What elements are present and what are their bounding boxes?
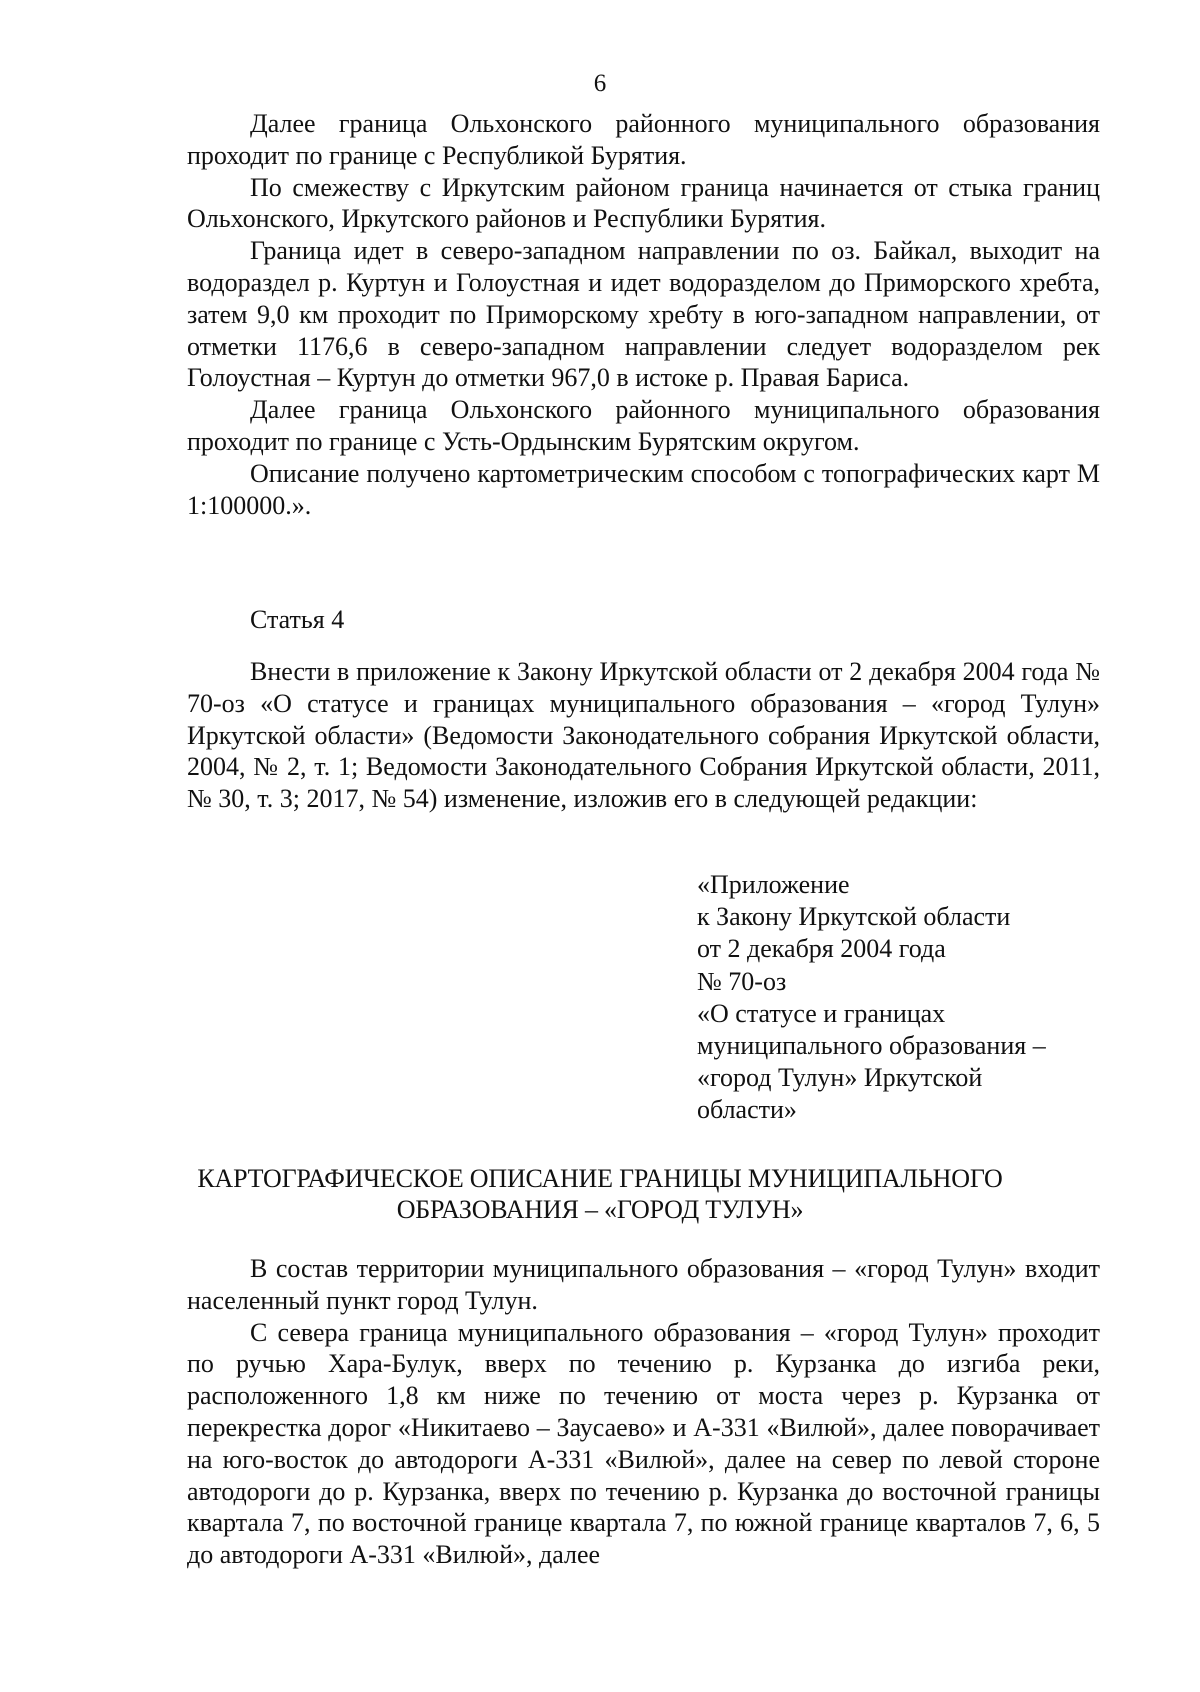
paragraph: Далее граница Ольхонского районного муниципального образования проходит по границе с Республикой Бурятия. (187, 109, 1100, 170)
annex-line: к Закону Иркутской области (697, 902, 1011, 932)
paragraph: В состав территории муниципального образования – «город Тулун» входит населенный пункт город Тулун. (187, 1254, 1100, 1315)
annex-line: области» (697, 1095, 797, 1125)
annex-line: «Приложение (697, 870, 850, 899)
title-line: КАРТОГРАФИЧЕСКОЕ ОПИСАНИЕ ГРАНИЦЫ МУНИЦИПАЛЬНОГО (197, 1164, 1003, 1193)
paragraph: По смежеству с Иркутским районом граница начинается от стыка границ Ольхонского, Иркутского районов и Республики Бурятия. (187, 172, 1100, 234)
annex-line: муниципального образования – (697, 1031, 1046, 1061)
paragraph: Граница идет в северо-западном направлении по оз. Байкал, выходит на водораздел р. Куртун и Голоустная и идет водоразделом до Приморского хребта, затем 9,0 км проходит по Приморскому хребту в юго-западном направлении, от отметки 1176,6 в северо-западном направлении следует водоразделом рек Голоустная – Куртун до отметки 967,0 в истоке р. Правая Бариса. (187, 236, 1100, 393)
annex-line: «город Тулун» Иркутской (697, 1063, 983, 1093)
paragraph: Далее граница Ольхонского районного муниципального образования проходит по границе с Усть-Ордынским Бурятским округом. (187, 395, 1100, 456)
paragraph: Внести в приложение к Закону Иркутской области от 2 декабря 2004 года № 70-оз «О статусе и границах муниципального образования – «город Тулун» Иркутской области» (Ведомости Законодательного собрания Иркутской области, 2004, № 2, т. 1; Ведомости Законодательного Собрания Иркутской области, 2011, № 30, т. 3; 2017, № 54) изменение, изложив его в следующей редакции: (187, 657, 1100, 814)
article-heading: Статья 4 (250, 605, 345, 634)
annex-line: «О статусе и границах (697, 998, 946, 1028)
text-block-3 (187, 1253, 1100, 1571)
paragraph: С севера граница муниципального образования – «город Тулун» проходит по ручью Хара-Булук, вверх по течению р. Курзанка до изгиба реки, расположенного 1,8 км ниже по течению от моста через р. Курзанка от перекрестка дорог «Никитаево – Заусаево» и А-331 «Вилюй», далее поворачивает на юго-восток до автодороги А-331 «Вилюй», далее на север по левой стороне автодороги до р. Курзанка, вверх по течению р. Курзанка до восточной границы квартала 7, по восточной границе квартала 7, по южной границе кварталов 7, 6, 5 до автодороги А-331 «Вилюй», далее (187, 1317, 1100, 1570)
text-block-1 (187, 108, 1100, 521)
paragraph: Описание получено картометрическим способом с топографических карт М 1:100000.». (187, 458, 1100, 520)
annex-line: от 2 декабря 2004 года (697, 934, 946, 964)
section-title (0, 1163, 1200, 1225)
page-number: 6 (593, 70, 607, 97)
title-line: ОБРАЗОВАНИЯ – «ГОРОД ТУЛУН» (396, 1195, 804, 1224)
annex-reference (697, 869, 1107, 1127)
annex-line: № 70-оз (697, 966, 787, 996)
text-block-2 (187, 656, 1100, 815)
